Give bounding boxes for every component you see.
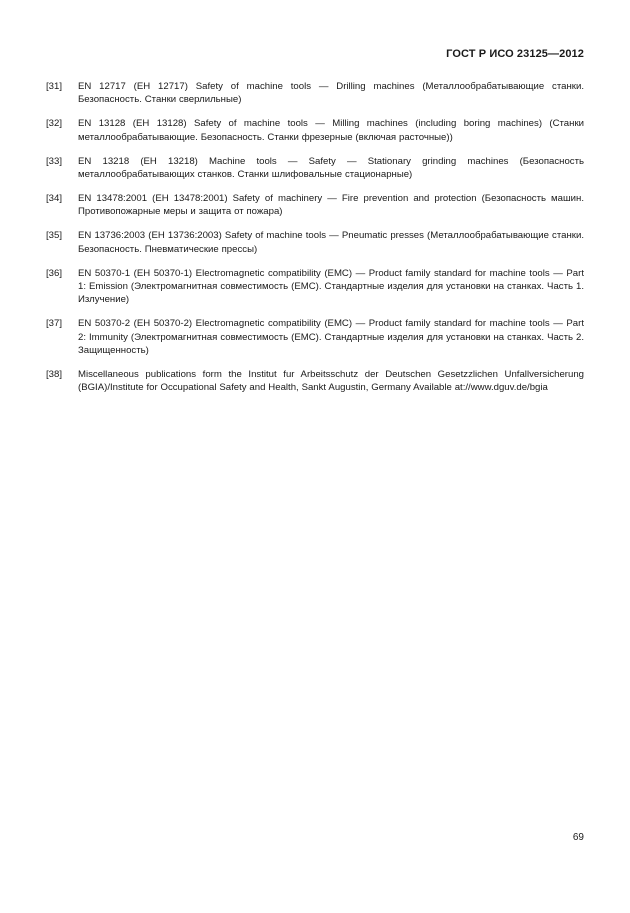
bibliography-entry [46,267,584,307]
reference-number: [32] [46,118,63,130]
reference-number: [31] [46,81,63,92]
bibliography-entry [46,117,584,144]
reference-text: EN 50370-1 (EH 50370-1) Electromagnetic compatibility (EMC) — Product family standard for machine tools — Part 1: Emission (Электромагнитная совместимость (ЕМС). Стандартные изделия для установки на станках. Часть 1. Излучение) [78,267,584,306]
bibliography-entry [46,80,584,107]
reference-number: [34] [46,192,63,204]
reference-text: EN 12717 (EH 12717) Safety of machine tools — Drilling machines (Металлообрабатывающие станки. Безопасность. Станки сверлильные) [78,81,584,106]
reference-number: [33] [46,155,63,167]
reference-text: EN 13736:2003 (EH 13736:2003) Safety of machine tools — Pneumatic presses (Металлообрабатывающие станки. Безопасность. Пневматические прессы) [78,230,584,255]
reference-text: EN 13478:2001 (EH 13478:2001) Safety of machinery — Fire prevention and protection (Безопасность машин. Противопожарные меры и защита от пожара) [78,192,584,218]
reference-text: Miscellaneous publications form the Institut fur Arbeitsschutz der Deutschen Gesetzzlichen Unfallversicherung (BGIA)/Institute for Occupational Safety and Health, Sankt Augustin, Germany Available at://www.dguv.de/bgia [78,369,584,394]
bibliography-list [46,80,584,405]
reference-number: [35] [46,230,63,242]
reference-text: EN 13218 (EH 13218) Machine tools — Safety — Stationary grinding machines (Безопасность металлообрабатывающих станков. Станки шлифовальные стационарные) [78,155,584,181]
bibliography-entry [46,192,584,219]
reference-text: EN 50370-2 (EH 50370-2) Electromagnetic compatibility (EMC) — Product family standard for machine tools — Part 2: Immunity (Электромагнитная совместимость (ЕМС). Стандартные изделия для установки на станках. Часть 2. Защищенность) [78,318,584,357]
reference-number: [37] [46,318,63,330]
reference-text: EN 13128 (EH 13128) Safety of machine tools — Milling machines (including boring machines) (Станки металлообрабатывающие. Безопасность. Станки фрезерные (включая расточные)) [78,118,584,143]
page-number: 69 [572,832,584,843]
bibliography-entry [46,229,584,256]
reference-number: [36] [46,267,63,279]
reference-number: [38] [46,369,63,380]
bibliography-entry [46,155,584,182]
standard-designation: ГОСТ Р ИСО 23125—2012 [446,48,584,60]
bibliography-entry [46,368,584,395]
bibliography-entry [46,317,584,357]
